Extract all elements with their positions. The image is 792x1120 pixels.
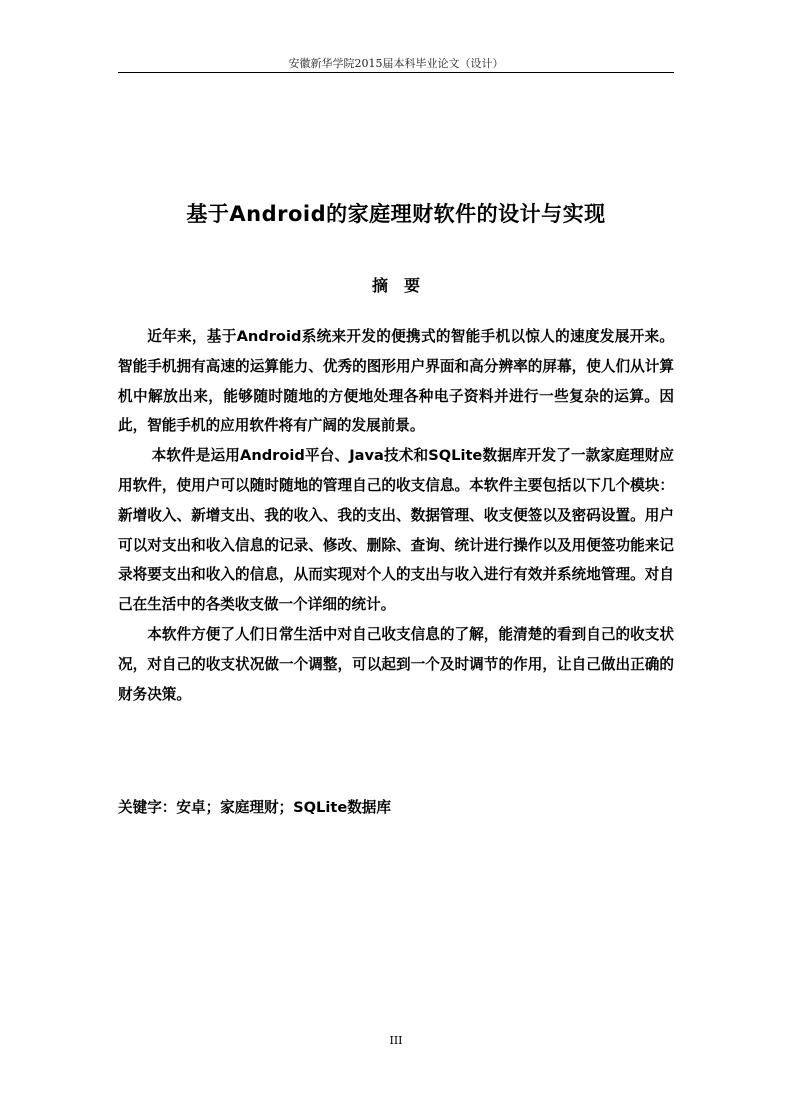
page-number: III bbox=[389, 1034, 403, 1047]
header-rule bbox=[118, 72, 674, 73]
abstract-heading: 摘 要 bbox=[371, 276, 420, 295]
abstract-paragraph-2: 本软件是运用Android平台、Java技术和SQLite数据库开发了一款家庭理财应用软件，使用户可以随时随地的管理自己的收支信息。本软件主要包括以下几个模块：新增收入、新增支出、我的收入、我的支出、数据管理、收支便签以及密码设置。用户可以对支出和收入信息的记录、修改、删除、查询、统计进行操作以及用便签功能来记录将要支出和收入的信息，从而实现对个人的支出与收入进行有效并系统地管理。对自己在生活中的各类收支做一个详细的统计。 bbox=[118, 447, 674, 614]
paper-title: 基于Android的家庭理财软件的设计与实现 bbox=[186, 202, 606, 226]
running-header: 安徽新华学院2015届本科毕业论文（设计） bbox=[288, 57, 504, 70]
abstract-body bbox=[118, 322, 674, 709]
keywords-line: 关键字：安卓；家庭理财；SQLite数据库 bbox=[118, 799, 391, 816]
abstract-paragraph-1: 近年来，基于Android系统来开发的便携式的智能手机以惊人的速度发展开来。智能手机拥有高速的运算能力、优秀的图形用户界面和高分辨率的屏幕，使人们从计算机中解放出来，能够随时随地的方便地处理各种电子资料并进行一些复杂的运算。因此，智能手机的应用软件将有广阔的发展前景。 bbox=[118, 328, 674, 435]
abstract-paragraph-3: 本软件方便了人们日常生活中对自己收支信息的了解，能清楚的看到自己的收支状况，对自己的收支状况做一个调整，可以起到一个及时调节的作用，让自己做出正确的财务决策。 bbox=[118, 625, 674, 703]
